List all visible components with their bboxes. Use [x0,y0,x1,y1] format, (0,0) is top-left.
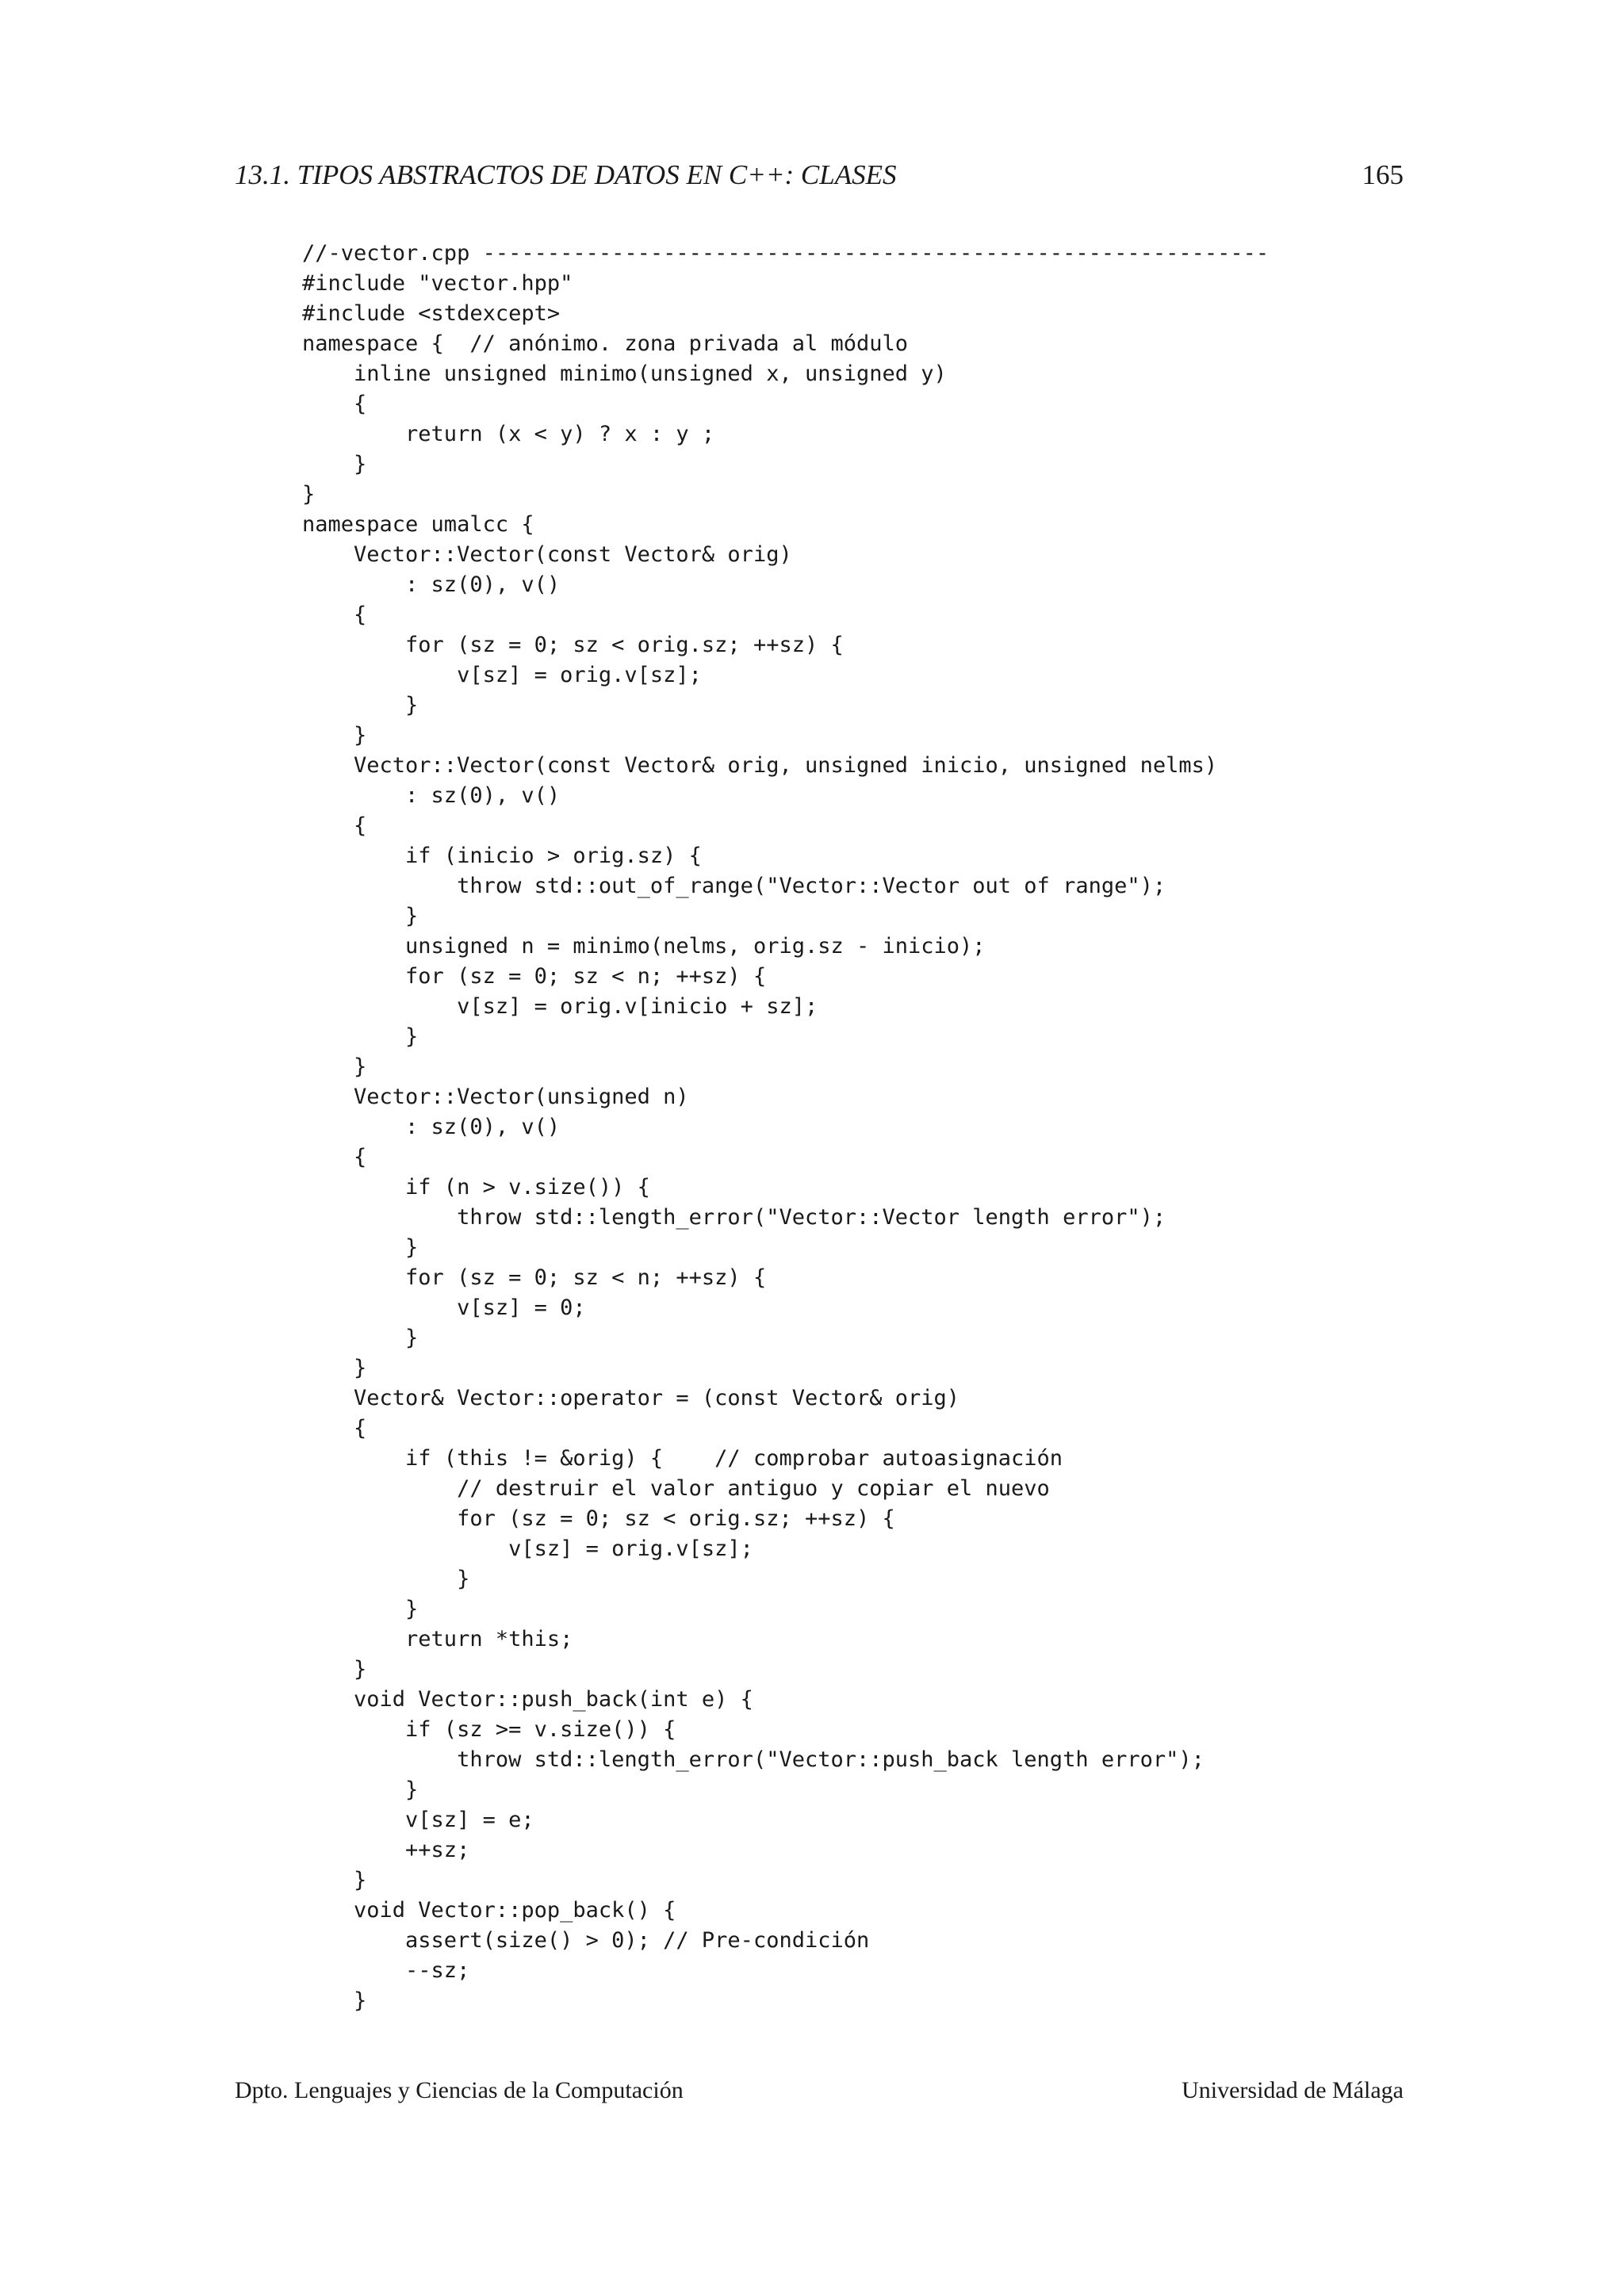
code-line: Vector::Vector(unsigned n) [302,1085,689,1109]
code-line: { [302,813,367,838]
page-header [235,155,1404,195]
footer-university: Universidad de Málaga [1182,2077,1404,2103]
code-line: void Vector::push_back(int e) { [302,1687,753,1712]
code-line: namespace umalcc { [302,512,534,537]
code-line: if (sz >= v.size()) { [302,1717,676,1742]
code-line: return (x < y) ? x : y ; [302,422,715,446]
code-line: } [302,482,316,507]
code-listing [302,239,1269,2016]
code-line: } [302,693,419,718]
footer-department: Dpto. Lenguajes y Ciencias de la Computación [235,2077,684,2103]
code-line: { [302,1145,367,1169]
code-line: inline unsigned minimo(unsigned x, unsigned y) [302,362,947,386]
code-line: { [302,1416,367,1441]
code-line: Vector::Vector(const Vector& orig, unsigned inicio, unsigned nelms) [302,753,1218,778]
code-line: if (n > v.size()) { [302,1175,650,1200]
code-line: if (this != &orig) { // comprobar autoasignación [302,1446,1063,1471]
code-line: } [302,1567,470,1591]
code-line: } [302,723,367,748]
code-line: #include <stdexcept> [302,301,561,326]
code-line: : sz(0), v() [302,1115,561,1139]
code-line: return *this; [302,1627,573,1651]
code-line: unsigned n = minimo(nelms, orig.sz - inicio); [302,934,986,959]
code-line: // destruir el valor antiguo y copiar el nuevo [302,1476,1050,1501]
code-line: { [302,392,367,416]
code-line: } [302,1597,419,1621]
code-line: assert(size() > 0); // Pre-condición [302,1928,870,1953]
code-line: //-vector.cpp ------------------------------------------------------------- [302,241,1270,266]
code-line: } [302,1988,367,2013]
page-number: 165 [1362,159,1404,190]
code-line: v[sz] = orig.v[sz]; [302,1536,753,1561]
code-line: #include "vector.hpp" [302,271,573,296]
code-line: } [302,1657,367,1682]
code-line: { [302,603,367,627]
code-line: : sz(0), v() [302,783,561,808]
code-line: Vector::Vector(const Vector& orig) [302,542,792,567]
code-line: namespace { // anónimo. zona privada al módulo [302,331,909,356]
code-line: throw std::length_error("Vector::Vector length error"); [302,1205,1166,1230]
code-line: for (sz = 0; sz < orig.sz; ++sz) { [302,1506,895,1531]
code-line: void Vector::pop_back() { [302,1898,676,1923]
code-line: v[sz] = 0; [302,1295,586,1320]
code-line: if (inicio > orig.sz) { [302,844,702,868]
code-line: for (sz = 0; sz < n; ++sz) { [302,964,767,989]
code-line: throw std::length_error("Vector::push_back length error"); [302,1747,1205,1772]
code-line: } [302,1235,419,1260]
code-line: } [302,1777,419,1802]
code-line: v[sz] = orig.v[sz]; [302,663,702,687]
code-line: throw std::out_of_range("Vector::Vector out of range"); [302,874,1166,898]
code-line: } [302,1356,367,1380]
code-line: } [302,1326,419,1350]
code-line: v[sz] = e; [302,1808,534,1832]
running-head-title: 13.1. TIPOS ABSTRACTOS DE DATOS EN C++: CLASES [235,159,897,190]
code-line: v[sz] = orig.v[inicio + sz]; [302,994,818,1019]
page-footer [235,2073,1404,2108]
code-line: } [302,452,367,476]
code-line: --sz; [302,1958,470,1983]
code-line: : sz(0), v() [302,572,561,597]
code-line: } [302,1054,367,1079]
code-line: } [302,904,419,928]
code-line: } [302,1868,367,1892]
code-line: ++sz; [302,1838,470,1862]
code-line: } [302,1024,419,1049]
code-line: for (sz = 0; sz < orig.sz; ++sz) { [302,633,844,657]
code-line: for (sz = 0; sz < n; ++sz) { [302,1265,767,1290]
code-line: Vector& Vector::operator = (const Vector& orig) [302,1386,960,1410]
